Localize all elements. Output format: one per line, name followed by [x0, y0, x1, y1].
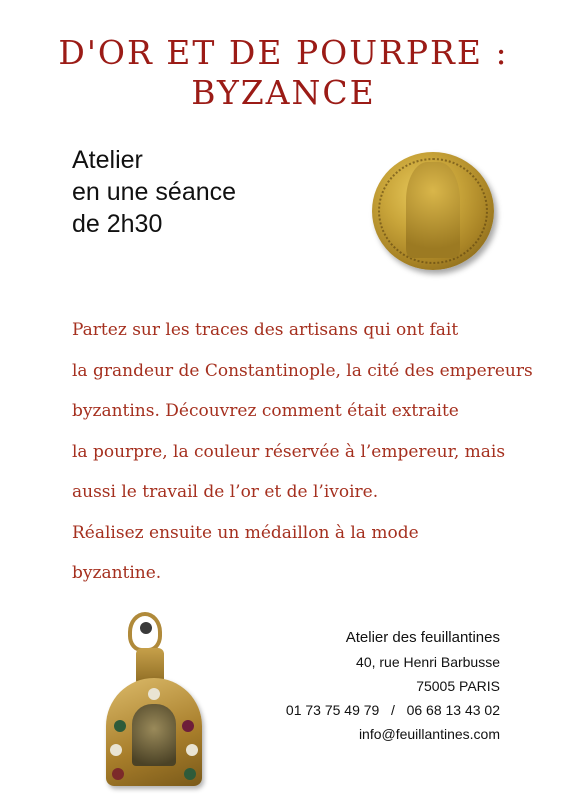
description-line: la pourpre, la couleur réservée à l’empereur, mais — [72, 441, 506, 462]
description — [72, 310, 532, 594]
medallion-pendant-image — [106, 612, 202, 786]
pendant-icon-panel — [132, 704, 176, 766]
workshop-duration — [72, 144, 236, 240]
description-line: byzantins. Découvrez comment était extraite — [72, 401, 459, 421]
coin-emperor-figure — [406, 162, 460, 258]
description-line: Partez sur les traces des artisans qui ont fait — [72, 320, 459, 340]
poster-title-line1: D'OR ET DE POURPRE : — [58, 33, 509, 72]
contact-city: 75005 PARIS — [416, 678, 500, 694]
gem — [114, 720, 126, 732]
workshop-line1: Atelier — [72, 146, 143, 174]
contact-phones: 01 73 75 49 79 / 06 68 13 43 02 — [285, 702, 500, 718]
contact-street: 40, rue Henri Barbusse — [356, 654, 500, 670]
byzantine-coin-image — [372, 152, 494, 270]
contact-name: Atelier des feuillantines — [345, 629, 500, 646]
gem — [186, 744, 198, 756]
contact-block — [286, 626, 500, 746]
gem — [148, 688, 160, 700]
gem — [140, 622, 152, 634]
gem — [112, 768, 124, 780]
workshop-line2: en une séance — [72, 178, 237, 206]
gem — [184, 768, 196, 780]
poster-title-line2: BYZANCE — [191, 73, 376, 112]
description-line: Réalisez ensuite un médaillon à la mode — [72, 522, 419, 543]
contact-email: info@feuillantines.com — [358, 726, 500, 742]
gem — [110, 744, 122, 756]
description-line: byzantine. — [72, 563, 162, 583]
description-line: la grandeur de Constantinople, la cité des empereurs — [72, 360, 533, 381]
workshop-line3: de 2h30 — [72, 210, 163, 238]
gem — [182, 720, 194, 732]
description-line: aussi le travail de l’or et de l’ivoire. — [72, 482, 379, 502]
